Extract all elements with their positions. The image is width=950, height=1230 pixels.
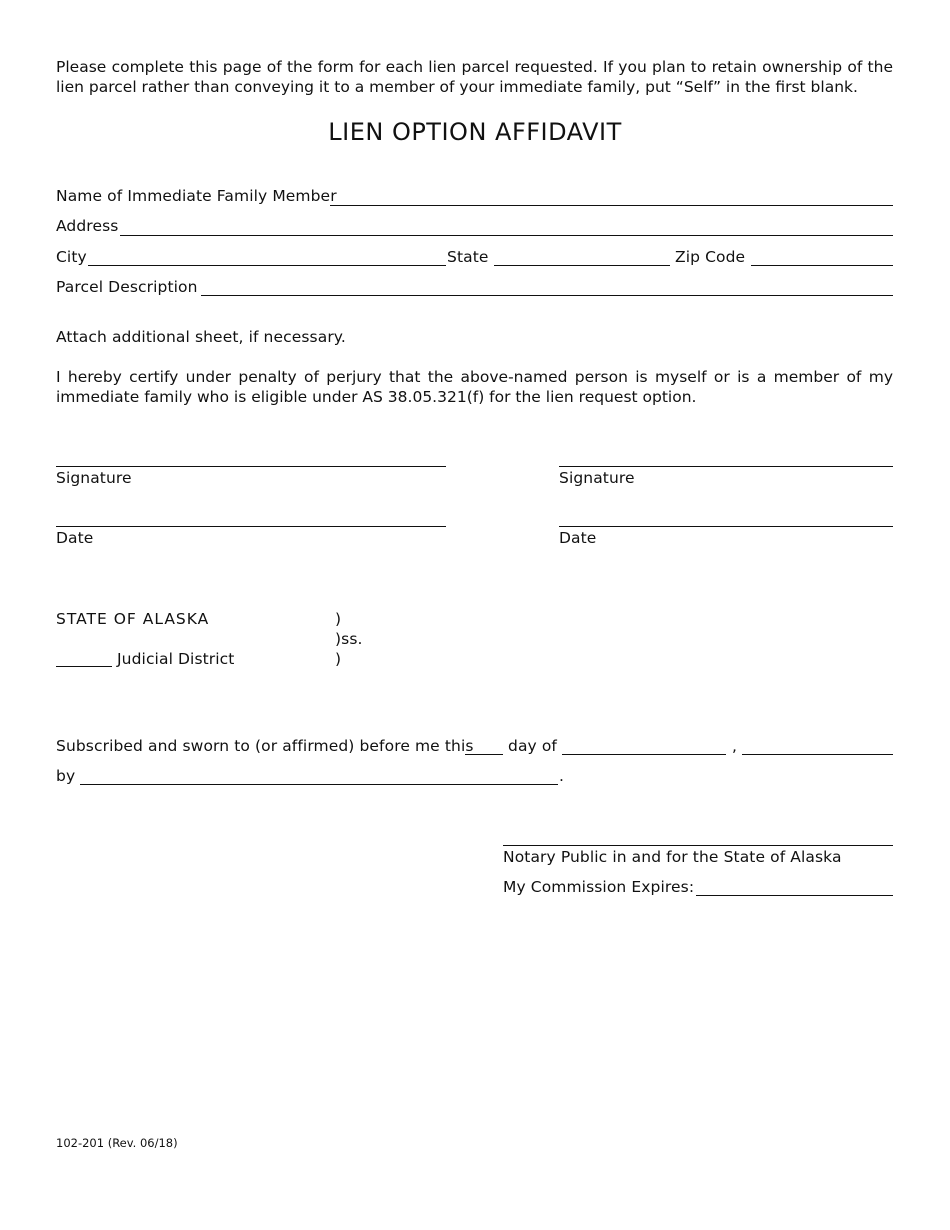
zip-label: Zip Code (675, 248, 746, 266)
by-period: . (559, 767, 565, 785)
state-label: State (447, 248, 489, 266)
form-number-footer: 102-201 (Rev. 06/18) (56, 1136, 178, 1150)
state-field[interactable] (494, 265, 670, 266)
venue-ss: )ss. (335, 630, 363, 648)
parcel-description-label: Parcel Description (56, 278, 198, 296)
state-of-alaska: STATE OF ALASKA (56, 610, 210, 628)
venue-paren-1: ) (335, 610, 342, 628)
city-field[interactable] (88, 265, 446, 266)
left-signature-line[interactable] (56, 466, 446, 467)
by-label: by (56, 767, 76, 785)
certification-paragraph: I hereby certify under penalty of perjury that the above-named person is myself or is a member of my immediate family who is eligible under AS 38.05.321(f) for the lien request option. (56, 368, 893, 406)
left-date-label: Date (56, 529, 94, 547)
family-member-label: Name of Immediate Family Member (56, 187, 337, 205)
day-of-text: day of (508, 737, 557, 755)
notary-signature-line[interactable] (503, 845, 893, 846)
right-date-line[interactable] (559, 526, 893, 527)
subscribed-text: Subscribed and sworn to (or affirmed) before me this (56, 737, 474, 755)
intro-paragraph: Please complete this page of the form for each lien parcel requested. If you plan to retain ownership of the lien parcel rather than conveying it to a member of your immediate family, put “Self” in the first blank. (56, 58, 893, 96)
family-member-field[interactable] (330, 205, 893, 206)
form-title: LIEN OPTION AFFIDAVIT (328, 118, 622, 146)
commission-expires-field[interactable] (696, 895, 893, 896)
jurat-comma: , (732, 737, 738, 755)
venue-paren-3: ) (335, 650, 342, 668)
address-label: Address (56, 217, 119, 235)
notary-title: Notary Public in and for the State of Alaska (503, 848, 842, 866)
zip-field[interactable] (751, 265, 893, 266)
city-label: City (56, 248, 87, 266)
parcel-description-field[interactable] (201, 295, 893, 296)
left-signature-label: Signature (56, 469, 132, 487)
district-field[interactable] (56, 666, 112, 667)
judicial-district-label: Judicial District (117, 650, 235, 668)
right-date-label: Date (559, 529, 597, 547)
left-date-line[interactable] (56, 526, 446, 527)
commission-expires-label: My Commission Expires: (503, 878, 695, 896)
jurat-day-field[interactable] (465, 754, 503, 755)
right-signature-line[interactable] (559, 466, 893, 467)
address-field[interactable] (120, 235, 893, 236)
by-field[interactable] (80, 784, 558, 785)
jurat-year-field[interactable] (742, 754, 893, 755)
attach-note: Attach additional sheet, if necessary. (56, 328, 346, 346)
right-signature-label: Signature (559, 469, 635, 487)
jurat-month-field[interactable] (562, 754, 726, 755)
